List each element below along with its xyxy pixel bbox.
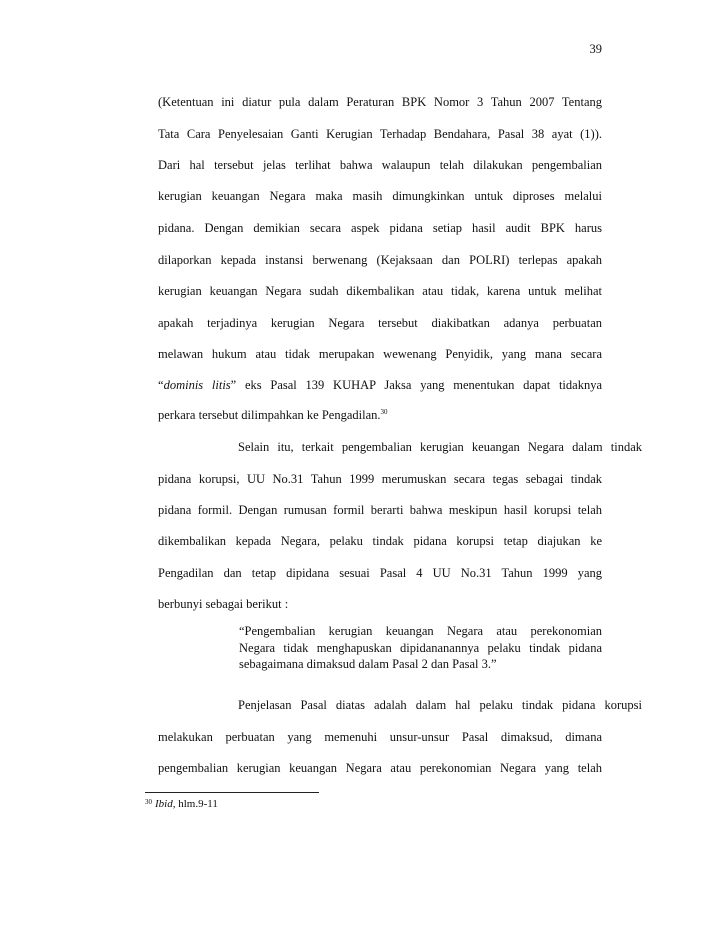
footnote-separator xyxy=(145,792,319,793)
body-line: melakukan perbuatan yang memenuhi unsur-unsur Pasal dimaksud, dimana xyxy=(158,730,602,744)
body-line: Selain itu, terkait pengembalian kerugian keuangan Negara dalam tindak xyxy=(238,440,642,454)
block-quote-line: Negara tidak menghapuskan dipidananannya pelaku tindak pidana xyxy=(239,641,602,655)
body-line: (Ketentuan ini diatur pula dalam Peraturan BPK Nomor 3 Tahun 2007 Tentang xyxy=(158,95,602,109)
body-line: berbunyi sebagai berikut : xyxy=(158,597,289,611)
line-rest: ” eks Pasal 139 KUHAP Jaksa yang menentukan dapat tidaknya xyxy=(230,378,602,392)
footnote-italic: Ibid xyxy=(155,798,173,810)
open-quote: “ xyxy=(158,378,164,392)
body-line: Penjelasan Pasal diatas adalah dalam hal pelaku tindak pidana korupsi xyxy=(238,698,642,712)
body-line: Tata Cara Penyelesaian Ganti Kerugian Terhadap Bendahara, Pasal 38 ayat (1)). xyxy=(158,127,602,141)
body-line: pidana korupsi, UU No.31 Tahun 1999 merumuskan secara tegas sebagai tindak xyxy=(158,472,602,486)
body-line: kerugian keuangan Negara sudah dikembalikan atau tidak, karena untuk melihat xyxy=(158,284,602,298)
footnote xyxy=(145,798,218,810)
body-line: dilaporkan kepada instansi berwenang (Kejaksaan dan POLRI) terlepas apakah xyxy=(158,253,602,267)
body-line: apakah terjadinya kerugian Negara tersebut diakibatkan adanya perbuatan xyxy=(158,316,602,330)
block-quote-line: “Pengembalian kerugian keuangan Negara atau perekonomian xyxy=(239,624,602,638)
block-quote-line: sebagaimana dimaksud dalam Pasal 2 dan Pasal 3.” xyxy=(239,657,497,671)
body-line: Pengadilan dan tetap dipidana sesuai Pasal 4 UU No.31 Tahun 1999 yang xyxy=(158,566,602,580)
page-number: 39 xyxy=(589,42,602,56)
footnote-mark: 30 xyxy=(145,798,152,806)
body-line: melawan hukum atau tidak merupakan wewenang Penyidik, yang mana secara xyxy=(158,347,602,361)
footnote-text: , hlm.9-11 xyxy=(172,798,218,810)
line-text: perkara tersebut dilimpahkan ke Pengadilan. xyxy=(158,408,381,422)
body-line xyxy=(158,407,602,423)
body-line: kerugian keuangan Negara maka masih dimungkinkan untuk diproses melalui xyxy=(158,189,602,203)
body-line: pengembalian kerugian keuangan Negara atau perekonomian Negara yang telah xyxy=(158,761,602,775)
footnote-reference: 30 xyxy=(380,408,388,416)
body-line: pidana. Dengan demikian secara aspek pidana setiap hasil audit BPK harus xyxy=(158,221,602,235)
body-line xyxy=(158,377,602,393)
body-line: dikembalikan kepada Negara, pelaku tindak pidana korupsi tetap diajukan ke xyxy=(158,534,602,548)
body-line: pidana formil. Dengan rumusan formil berarti bahwa meskipun hasil korupsi telah xyxy=(158,503,602,517)
italic-term: dominis litis xyxy=(163,378,231,392)
body-line: Dari hal tersebut jelas terlihat bahwa walaupun telah dilakukan pengembalian xyxy=(158,158,602,172)
